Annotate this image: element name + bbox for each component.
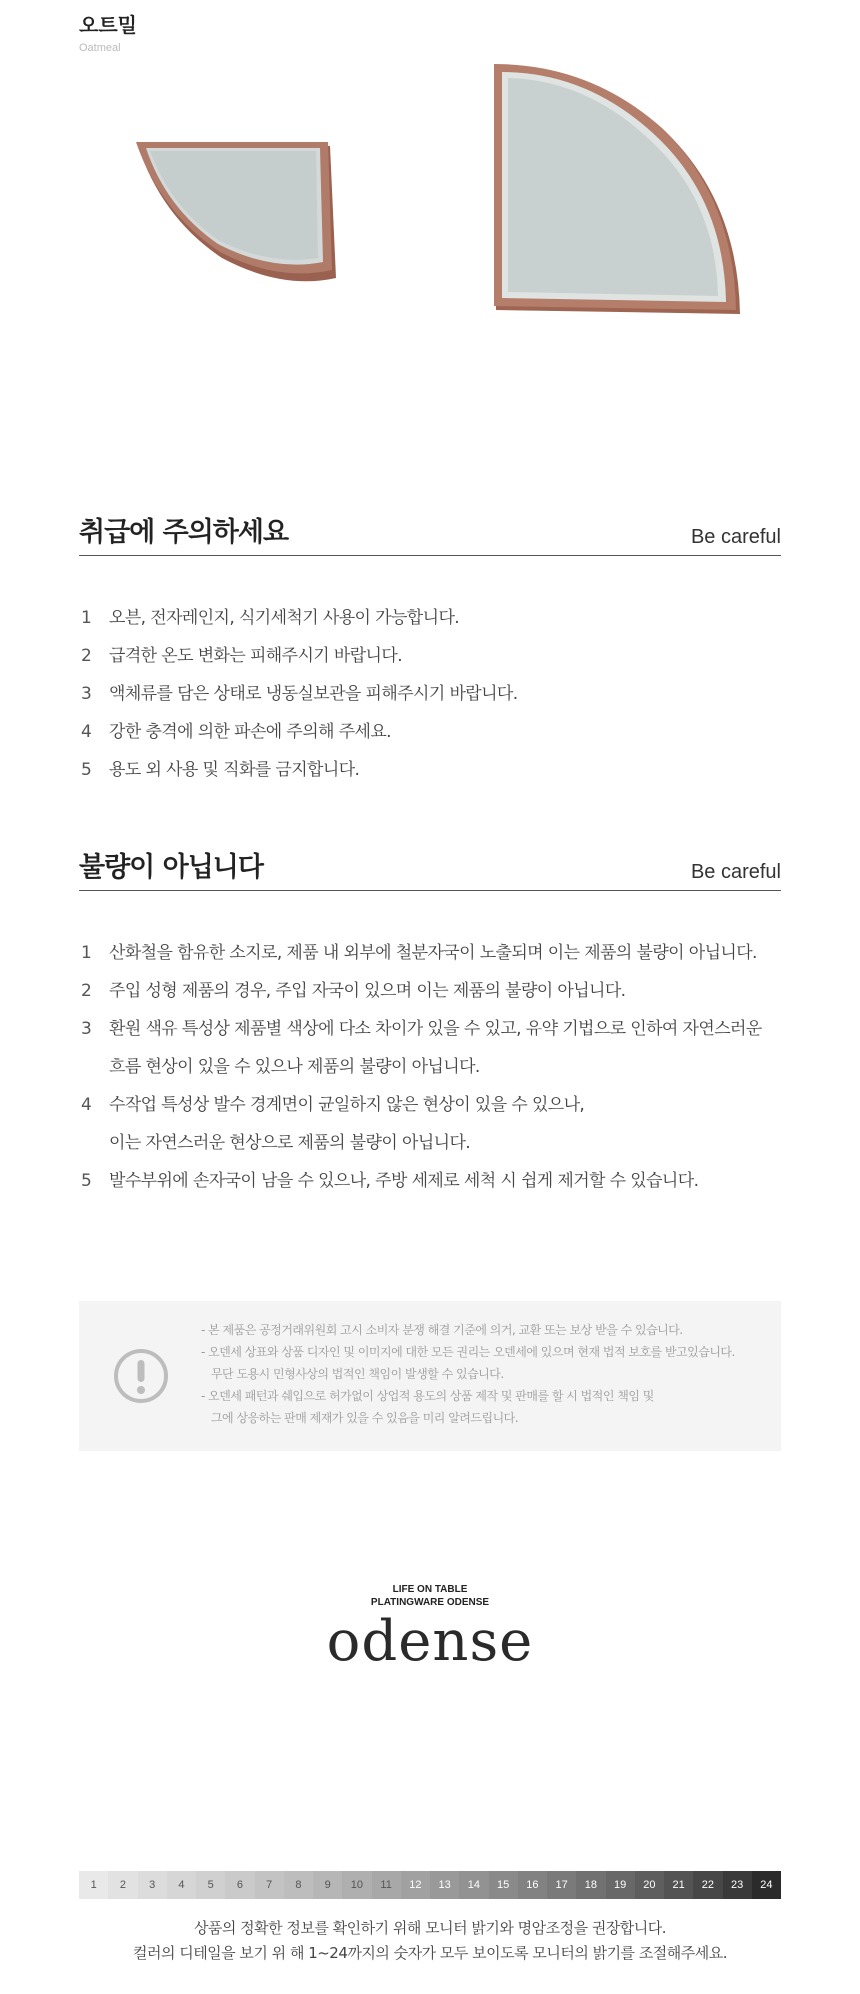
brightness-scale [79,1871,781,1899]
brightness-scale-cell: 14 [459,1871,488,1899]
list-item-text: 환원 색유 특성상 제품별 색상에 다소 차이가 있을 수 있고, 유약 기법으로 인하여 자연스러운 [109,1019,762,1039]
care-section-title: 취급에 주의하세요 [79,517,289,548]
care-list-item [79,599,799,637]
list-item-text: 오븐, 전자레인지, 식기세척기 사용이 가능합니다. [109,608,460,628]
list-item-number: 4 [81,722,92,742]
brightness-scale-cell: 1 [79,1871,108,1899]
list-item-text: 급격한 온도 변화는 피해주시기 바랍니다. [109,646,402,666]
legal-notice-line: 그에 상응하는 판매 제재가 있을 수 있음을 미리 알려드립니다. [201,1411,519,1425]
list-item-number: 1 [81,943,92,963]
list-item-text: 수작업 특성상 발수 경계면이 균일하지 않은 현상이 있을 수 있으나, [109,1095,585,1115]
legal-notice-line: - 오덴세 패턴과 쉐입으로 허가없이 상업적 용도의 상품 제작 및 판매를 할 시 법적인 책임 및 [201,1389,654,1403]
legal-notice-line: - 오덴세 상표와 상품 디자인 및 이미지에 대한 모든 권리는 오덴세에 있으며 현재 법적 보호를 받고있습니다. [201,1345,735,1359]
brightness-scale-cell: 13 [430,1871,459,1899]
brightness-scale-cell: 9 [313,1871,342,1899]
defect-section-title: 불량이 아닙니다 [79,852,263,883]
brightness-scale-cell: 24 [752,1871,781,1899]
list-item-text: 흐름 현상이 있을 수 있으나 제품의 불량이 아닙니다. [109,1057,480,1077]
brightness-scale-cell: 15 [489,1871,518,1899]
color-name: 오트밀 [79,13,137,37]
defect-list-item [79,934,799,972]
list-item-text: 강한 충격에 의한 파손에 주의해 주세요. [109,722,391,742]
legal-notice-box [79,1301,781,1451]
brand-tagline-2: PLATINGWARE ODENSE [370,1597,490,1608]
defect-section-header [79,848,781,891]
list-item-number: 1 [81,608,92,628]
care-list-item [79,637,799,675]
brightness-scale-cell: 5 [196,1871,225,1899]
list-item-number: 4 [81,1095,92,1115]
brightness-scale-cell: 2 [108,1871,137,1899]
care-list-item [79,751,799,789]
brightness-scale-cell: 23 [723,1871,752,1899]
care-section-subtitle: Be careful [690,526,781,548]
list-item-text: 용도 외 사용 및 직화를 금지합니다. [109,760,360,780]
monitor-note-2: 컬러의 디테일을 보기 위 해 1~24까지의 숫자가 모두 보이도록 모니터의 밝기를 조절해주세요. [132,1944,728,1962]
care-list-item [79,713,799,751]
brightness-scale-cell: 18 [576,1871,605,1899]
brightness-scale-cell: 11 [372,1871,401,1899]
defect-list-item [79,1010,799,1086]
brand-logo: odense [326,1609,534,1674]
care-list [79,599,799,789]
monitor-note-1: 상품의 정확한 정보를 확인하기 위해 모니터 밝기와 명암조정을 권장합니다. [193,1919,667,1937]
legal-notice-line: - 본 제품은 공정거래위원회 고시 소비자 분쟁 해결 기준에 의거, 교환 또는 보상 받을 수 있습니다. [201,1323,683,1337]
brightness-scale-cell: 20 [635,1871,664,1899]
product-image-small-plate [132,138,344,290]
brightness-scale-cell: 10 [342,1871,371,1899]
defect-list-item [79,1086,799,1162]
defect-list [79,934,799,1200]
list-item-text: 산화철을 함유한 소지로, 제품 내 외부에 철분자국이 노출되며 이는 제품의 불량이 아닙니다. [109,943,757,963]
list-item-text: 이는 자연스러운 현상으로 제품의 불량이 아닙니다. [109,1133,471,1153]
list-item-number: 5 [81,1171,92,1191]
defect-section-subtitle: Be careful [690,861,781,883]
care-list-item [79,675,799,713]
color-name-en: Oatmeal [79,42,121,54]
brightness-scale-cell: 7 [255,1871,284,1899]
legal-notice-line: 무단 도용시 민형사상의 법적인 책임이 발생할 수 있습니다. [201,1367,504,1381]
list-item-text: 발수부위에 손자국이 남을 수 있으나, 주방 세제로 세척 시 쉽게 제거할 수 있습니다. [109,1171,699,1191]
brightness-scale-cell: 21 [664,1871,693,1899]
exclamation-circle-icon [113,1348,169,1404]
brightness-scale-cell: 17 [547,1871,576,1899]
list-item-number: 2 [81,981,92,1001]
brightness-scale-cell: 3 [138,1871,167,1899]
list-item-number: 2 [81,646,92,666]
list-item-text: 주입 성형 제품의 경우, 주입 자국이 있으며 이는 제품의 불량이 아닙니다. [109,981,626,1001]
legal-notice-text [201,1319,735,1429]
list-item-number: 3 [81,684,92,704]
list-item-text: 액체류를 담은 상태로 냉동실보관을 피해주시기 바랍니다. [109,684,518,704]
brightness-scale-cell: 16 [518,1871,547,1899]
brightness-scale-cell: 6 [225,1871,254,1899]
brightness-scale-cell: 4 [167,1871,196,1899]
brightness-scale-cell: 8 [284,1871,313,1899]
brightness-scale-cell: 22 [693,1871,722,1899]
brand-tagline-1: LIFE ON TABLE [392,1584,468,1595]
defect-list-item [79,1162,799,1200]
defect-list-item [79,972,799,1010]
brightness-scale-cell: 19 [606,1871,635,1899]
list-item-number: 5 [81,760,92,780]
brightness-scale-cell: 12 [401,1871,430,1899]
product-image-large-plate [490,62,746,320]
care-section-header [79,513,781,556]
list-item-number: 3 [81,1019,92,1039]
